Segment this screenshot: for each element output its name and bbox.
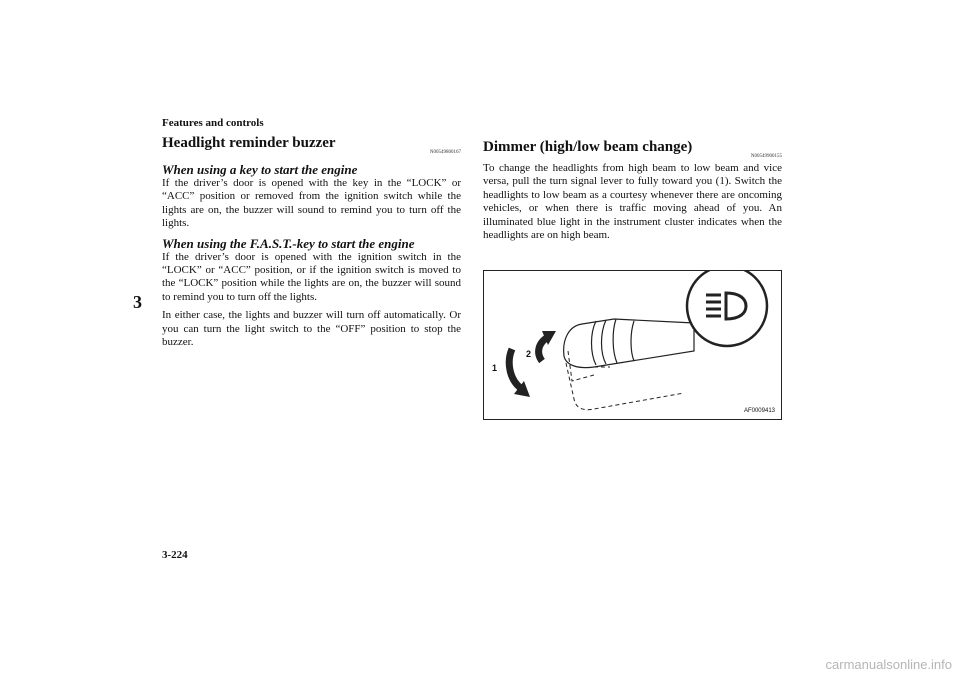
section-heading-dimmer: Dimmer (high/low beam change) — [483, 139, 693, 155]
figure-code: AF0009413 — [743, 408, 775, 414]
arrow-label-1: 1 — [492, 363, 498, 373]
paragraph-dimmer: To change the headlights from high beam to low beam and vice versa, pull the turn signal lever to fully toward you (1). Switch the headlights to low beam as a courtesy whenever there are oncoming vehicles, or when there is traffic moving ahead of you. An illuminated blue light in the instrument cluster indicates when the headlights are on high beam. — [483, 162, 782, 242]
turn-signal-lever-figure — [483, 270, 782, 420]
lever-illustration — [484, 271, 782, 420]
arrow-label-2: 2 — [526, 349, 532, 359]
paragraph-either-case: In either case, the lights and buzzer will turn off automatically. Or you can turn the light switch to the “OFF” position to stop the buzzer. — [162, 309, 461, 349]
right-column — [483, 138, 782, 247]
paragraph-fast-key: If the driver’s door is opened with the ignition switch in the “LOCK” or “ACC” position, or if the ignition switch is moved to the “LOCK” position while the lights are on, the buzzer will sound to remind you to turn off the lights. — [162, 250, 461, 303]
section-code: N00549800167 — [429, 150, 461, 155]
chapter-tab: 3 — [133, 292, 142, 312]
subheading-fast-key: When using the F.A.S.T.-key to start the engine — [162, 235, 415, 251]
left-column — [162, 134, 461, 354]
watermark[interactable]: carmanualsonline.info — [825, 657, 952, 672]
section-heading-headlight-reminder: Headlight reminder buzzer — [162, 135, 336, 151]
section-code: N00549900155 — [750, 154, 782, 159]
chapter-title: Features and controls — [162, 117, 264, 129]
paragraph-key: If the driver’s door is opened with the key in the “LOCK” or “ACC” position or removed from the ignition switch while the lights are on, the buzzer will sound to remind you to turn off the lights. — [162, 177, 461, 230]
page-number: 3-224 — [162, 549, 188, 561]
subheading-key: When using a key to start the engine — [162, 162, 358, 177]
